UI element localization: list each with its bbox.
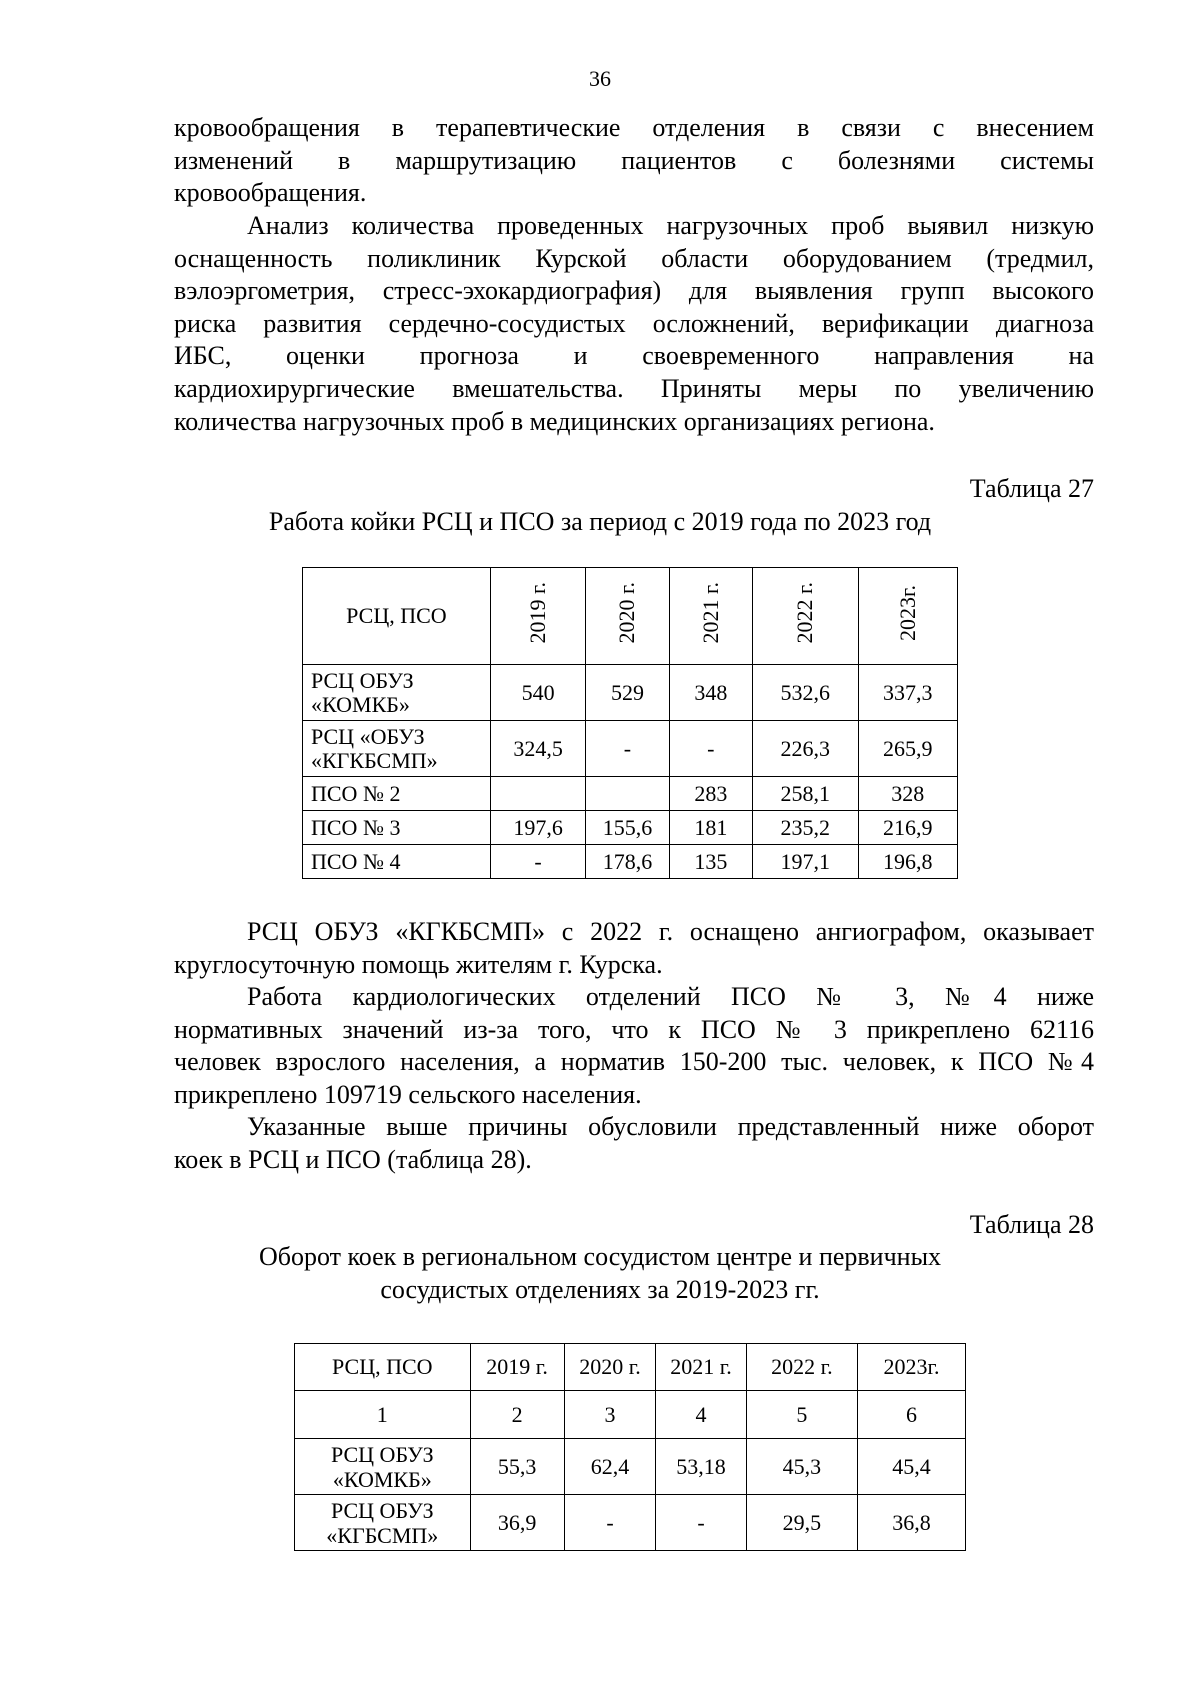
table-header-cell — [490, 568, 585, 665]
paragraph-line: ИБС, оценки прогноза и своевременного направления на — [174, 341, 1094, 371]
table-cell: 337,3 — [858, 665, 958, 721]
paragraph-line: количества нагрузочных проб в медицинских организациях региона. — [174, 406, 935, 436]
table-cell: 196,8 — [858, 845, 958, 879]
row-name-line: «КОМКБ» — [311, 691, 410, 717]
paragraph-line: нормативных значений из-за того, что к ПСО № 3 прикреплено 62116 — [174, 1014, 1094, 1044]
row-name: ПСО № 4 — [303, 845, 491, 879]
table-row — [303, 811, 958, 845]
table-header-row — [295, 1344, 966, 1391]
page-number: 36 — [589, 66, 611, 91]
table-cell: - — [490, 845, 585, 879]
paragraph-3 — [174, 916, 1094, 981]
paragraph-line: риска развития сердечно-сосудистых осложнений, верификации диагноза — [174, 308, 1094, 338]
table-header-cell: 2020 г. — [564, 1344, 656, 1391]
table-header-cell: РСЦ, ПСО — [295, 1344, 471, 1391]
table-header-cell: 2021 г. — [656, 1344, 746, 1391]
table-row — [303, 721, 958, 777]
header-year: 2021 г. — [697, 582, 723, 644]
table-cell: 3 — [564, 1391, 656, 1439]
paragraph-line: коек в РСЦ и ПСО (таблица 28). — [174, 1144, 532, 1174]
table-cell: 265,9 — [858, 721, 958, 777]
table-cell — [490, 777, 585, 811]
table-row — [295, 1439, 966, 1495]
row-name-line: РСЦ ОБУЗ — [311, 667, 414, 693]
table-cell: 2 — [470, 1391, 564, 1439]
row-name-line: «КГКБСМП» — [311, 747, 438, 773]
table-cell: 328 — [858, 777, 958, 811]
paragraph-line: РСЦ ОБУЗ «КГКБСМП» с 2022 г. оснащено ангиографом, оказывает — [247, 917, 1094, 946]
paragraph-line: кровообращения. — [174, 178, 367, 208]
table-cell: - — [586, 721, 669, 777]
header-year: 2020 г. — [614, 582, 640, 644]
table-27 — [302, 567, 958, 879]
header-year: 2023г. — [894, 584, 920, 642]
table-27-label: Таблица 27 — [969, 474, 1094, 503]
row-name-line: «КОМКБ» — [332, 1466, 432, 1492]
table-row — [303, 777, 958, 811]
row-name — [303, 721, 491, 777]
table-cell: 258,1 — [753, 777, 858, 811]
row-name-line: РСЦ «ОБУЗ — [311, 723, 425, 749]
table-cell: 283 — [669, 777, 752, 811]
table-header-cell — [858, 568, 958, 665]
table-cell: 216,9 — [858, 811, 958, 845]
table-cell: 45,4 — [858, 1439, 966, 1495]
paragraph-line: оснащенность поликлиник Курской области оборудованием (тредмил, — [174, 243, 1094, 273]
row-name: ПСО № 3 — [303, 811, 491, 845]
table-28 — [294, 1343, 966, 1551]
table-cell: - — [564, 1495, 656, 1551]
header-year: 2022 г. — [792, 582, 818, 644]
table-28-title — [0, 1240, 1200, 1306]
table-row — [303, 845, 958, 879]
paragraph-2 — [174, 210, 1094, 438]
paragraph-line: кардиохирургические вмешательства. Приняты меры по увеличению — [174, 373, 1094, 403]
table-cell: 29,5 — [746, 1495, 858, 1551]
table-28-title-line: сосудистых отделениях за 2019-2023 гг. — [380, 1275, 820, 1304]
table-cell: 5 — [746, 1391, 858, 1439]
table-27-title: Работа койки РСЦ и ПСО за период с 2019 года по 2023 год — [268, 507, 932, 536]
table-cell: 324,5 — [490, 721, 585, 777]
table-cell: 348 — [669, 665, 752, 721]
table-header-cell — [586, 568, 669, 665]
paragraph-line: вэлоэргометрия, стресс-эхокардиография) для выявления групп высокого — [174, 276, 1094, 306]
table-cell: 181 — [669, 811, 752, 845]
table-header-cell: 2023г. — [858, 1344, 966, 1391]
table-cell: 178,6 — [586, 845, 669, 879]
table-cell — [586, 777, 669, 811]
table-cell: 55,3 — [470, 1439, 564, 1495]
table-header-cell — [669, 568, 752, 665]
table-cell: 197,6 — [490, 811, 585, 845]
paragraph-line: кровообращения в терапевтические отделения в связи с внесением — [174, 113, 1094, 142]
table-header-cell — [753, 568, 858, 665]
paragraph-4 — [174, 981, 1094, 1111]
paragraph-line: Работа кардиологических отделений ПСО № 3, №4 ниже — [247, 982, 1094, 1011]
row-name — [295, 1495, 471, 1551]
table-cell: 45,3 — [746, 1439, 858, 1495]
header-year: 2019 г. — [525, 582, 551, 644]
table-28-title-line: Оборот коек в региональном сосудистом центре и первичных — [258, 1242, 942, 1271]
table-cell: 529 — [586, 665, 669, 721]
table-cell: - — [656, 1495, 746, 1551]
table-cell: 36,8 — [858, 1495, 966, 1551]
paragraph-line: круглосуточную помощь жителям г. Курска. — [174, 949, 663, 979]
table-cell: 226,3 — [753, 721, 858, 777]
table-numbers-row — [295, 1391, 966, 1439]
paragraph-line: Анализ количества проведенных нагрузочных проб выявил низкую — [247, 211, 1094, 240]
paragraph-1 — [174, 112, 1094, 210]
table-header-row — [303, 568, 958, 665]
table-row — [303, 665, 958, 721]
paragraph-line: прикреплено 109719 сельского населения. — [174, 1079, 642, 1109]
row-name-line: РСЦ ОБУЗ — [330, 1497, 434, 1523]
table-cell: 36,9 — [470, 1495, 564, 1551]
paragraph-line: Указанные выше причины обусловили представленный ниже оборот — [247, 1112, 1094, 1141]
table-cell: 135 — [669, 845, 752, 879]
table-header-cell: РСЦ, ПСО — [303, 568, 491, 665]
table-cell: 540 — [490, 665, 585, 721]
paragraph-line: изменений в маршрутизацию пациентов с болезнями системы — [174, 145, 1094, 175]
paragraph-5 — [174, 1111, 1094, 1176]
table-row — [295, 1495, 966, 1551]
row-name-line: РСЦ ОБУЗ — [330, 1441, 434, 1467]
table-cell: - — [669, 721, 752, 777]
table-cell: 235,2 — [753, 811, 858, 845]
row-name — [303, 665, 491, 721]
table-cell: 53,18 — [656, 1439, 746, 1495]
table-header-cell: 2019 г. — [470, 1344, 564, 1391]
table-cell: 62,4 — [564, 1439, 656, 1495]
table-cell: 197,1 — [753, 845, 858, 879]
table-28-label: Таблица 28 — [969, 1210, 1094, 1239]
table-cell: 532,6 — [753, 665, 858, 721]
table-cell: 1 — [295, 1391, 471, 1439]
table-cell: 6 — [858, 1391, 966, 1439]
table-cell: 4 — [656, 1391, 746, 1439]
row-name — [295, 1439, 471, 1495]
row-name-line: «КГБСМП» — [326, 1522, 439, 1548]
table-header-cell: 2022 г. — [746, 1344, 858, 1391]
row-name: ПСО № 2 — [303, 777, 491, 811]
paragraph-line: человек взрослого населения, а норматив 150-200 тыс. человек, к ПСО №4 — [174, 1047, 1094, 1077]
table-cell: 155,6 — [586, 811, 669, 845]
